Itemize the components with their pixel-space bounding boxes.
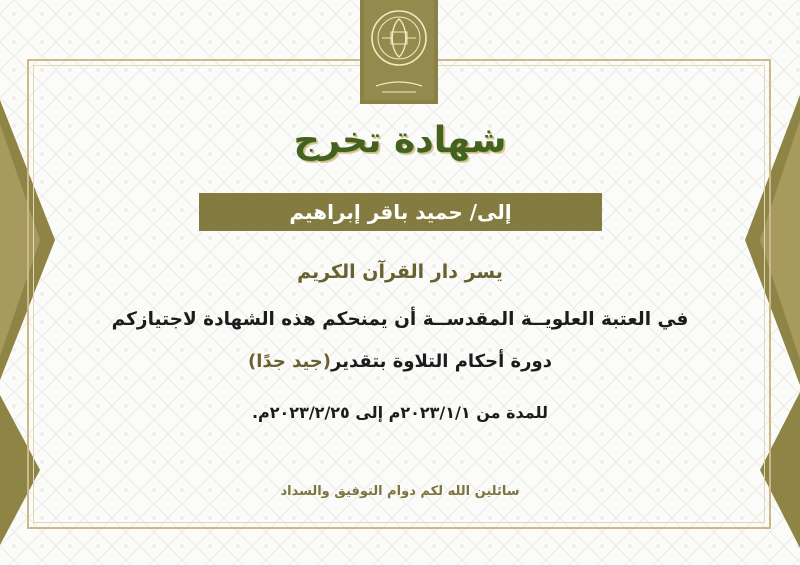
closing-wish: سائلين الله لكم دوام التوفيق والسداد [280, 484, 520, 499]
duration-line: للمدة من ٢٠٢٣/١/١م إلى ٢٠٢٣/٢/٢٥م. [251, 403, 549, 422]
course-line [100, 351, 700, 372]
statement-line: في العتبة العلويــة المقدســة أن يمنحكم هذه الشهادة لاجتيازكم [111, 309, 689, 330]
quran-institute-seal-icon [360, 0, 438, 104]
certificate-title: شهادة تخرج [293, 120, 507, 161]
grade-label: (جيد جدًا) [248, 351, 332, 372]
recipient-name-bar: إلى/ حميد باقر إبراهيم [199, 193, 602, 231]
course-name: دورة أحكام التلاوة بتقدير [331, 351, 552, 372]
issuer-line: يسر دار القرآن الكريم [297, 261, 503, 283]
